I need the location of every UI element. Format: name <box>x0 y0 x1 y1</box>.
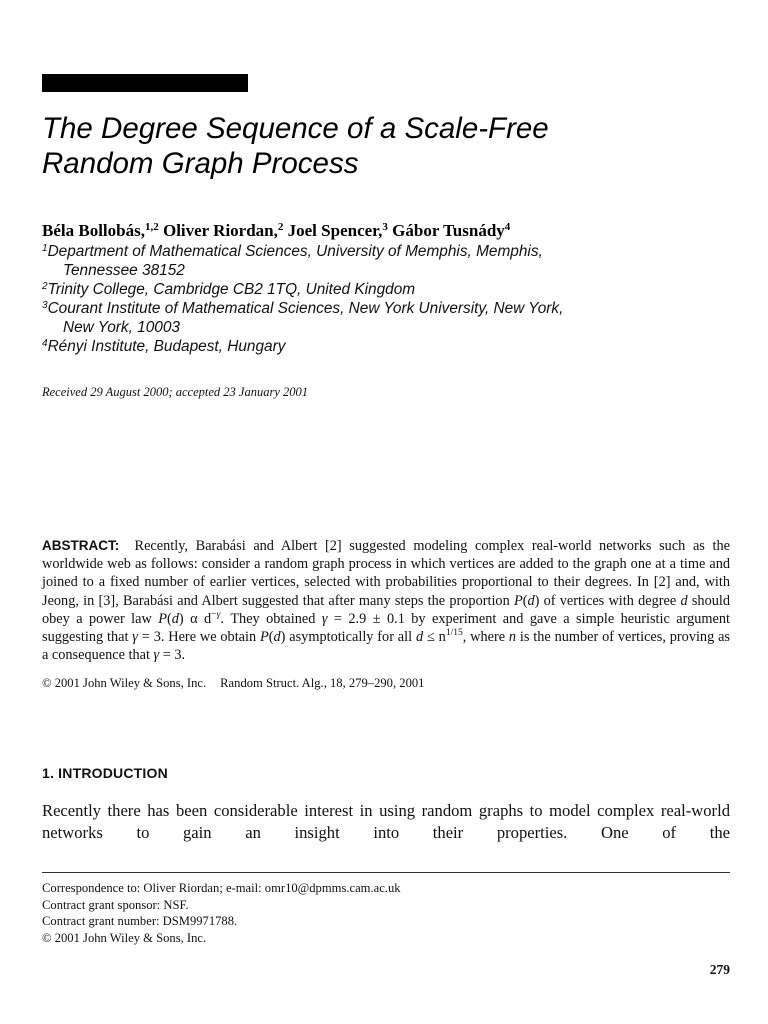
footnote-divider <box>42 872 730 873</box>
introduction-text: Recently there has been considerable interest in using random graphs to model complex real-world networks to gain an insight into their properties. One of the <box>42 801 730 842</box>
section-heading: 1. INTRODUCTION <box>42 765 168 781</box>
footnote-copyright: © 2001 John Wiley & Sons, Inc. <box>42 930 207 945</box>
affiliation <box>42 299 742 337</box>
author-name: Béla Bollobás, <box>42 221 145 240</box>
author-affiliation-marker: 1,2 <box>144 221 159 233</box>
author-name: Joel Spencer, <box>287 221 383 240</box>
affiliation-marker: 2 <box>42 281 48 292</box>
abstract-text: Recently, Barabási and Albert [2] suggested modeling complex real-world networks such as the worldwide web as follows: consider a random graph process in which vertices are added to the graph one at a time and joined to a fixed number of earlier vertices, selected with probabilities proportional to their degrees. In [2] and, with Jeong, in [3], Barabási and Albert suggested that after many steps the proportion P(d) of vertices with degree d should obey a power law P(d) α $d^{-\gamma}$. They obtained γ = 2.9 ± 0.1 by experiment and gave a simple heuristic argument suggesting that γ = 3. Here we obtain P(d) asymptotically for all $d \le n^{1/15}$, where n is the number of vertices, proving as a consequence that γ = 3. <box>42 538 730 664</box>
affiliation-line: Courant Institute of Mathematical Sciences, New York University, New York, <box>47 300 564 317</box>
affiliation-line: Trinity College, Cambridge CB2 1TQ, United Kingdom <box>47 281 416 298</box>
author-name: Oliver Riordan, <box>162 221 278 240</box>
title-line-1: The Degree Sequence of a Scale-Free <box>42 112 549 145</box>
footnote-correspondence: Correspondence to: Oliver Riordan; e-mail: omr10@dpmms.cam.ac.uk <box>42 881 401 895</box>
footnote-grant-number: Contract grant number: DSM9971788. <box>42 914 238 929</box>
affiliation-line: Rényi Institute, Budapest, Hungary <box>47 338 286 355</box>
author-name: Gábor Tusnády <box>392 221 505 240</box>
affiliation-line: New York, 10003 <box>63 319 180 336</box>
journal-reference: Random Struct. Alg., 18, 279–290, 2001 <box>220 676 425 690</box>
affiliation <box>42 337 742 356</box>
page-number: 279 <box>709 962 730 977</box>
paper-title <box>42 111 742 181</box>
footnote-sponsor: Contract grant sponsor: NSF. <box>42 897 189 912</box>
abstract-label: ABSTRACT: <box>42 538 120 553</box>
abstract-copyright-line <box>42 676 730 691</box>
received-dates: Received 29 August 2000; accepted 23 January 2001 <box>42 385 309 399</box>
title-line-2: Random Graph Process <box>42 147 359 180</box>
author-affiliation-marker: 2 <box>277 221 284 233</box>
affiliation-line: Tennessee 38152 <box>63 262 185 279</box>
abstract <box>42 537 730 664</box>
copyright-notice: © 2001 John Wiley & Sons, Inc. <box>42 676 207 690</box>
affiliation <box>42 242 742 280</box>
footnotes <box>42 880 730 946</box>
author-affiliation-marker: 4 <box>504 221 511 233</box>
affiliation-line: Department of Mathematical Sciences, University of Memphis, Memphis, <box>47 243 543 260</box>
header-black-bar <box>42 74 248 92</box>
author-affiliation-marker: 3 <box>382 221 388 233</box>
affiliation-marker: 4 <box>42 338 48 349</box>
affiliation <box>42 280 742 299</box>
author-list <box>42 220 742 242</box>
affiliation-marker: 1 <box>42 243 48 254</box>
affiliation-list <box>42 242 742 356</box>
affiliation-marker: 3 <box>42 300 48 311</box>
